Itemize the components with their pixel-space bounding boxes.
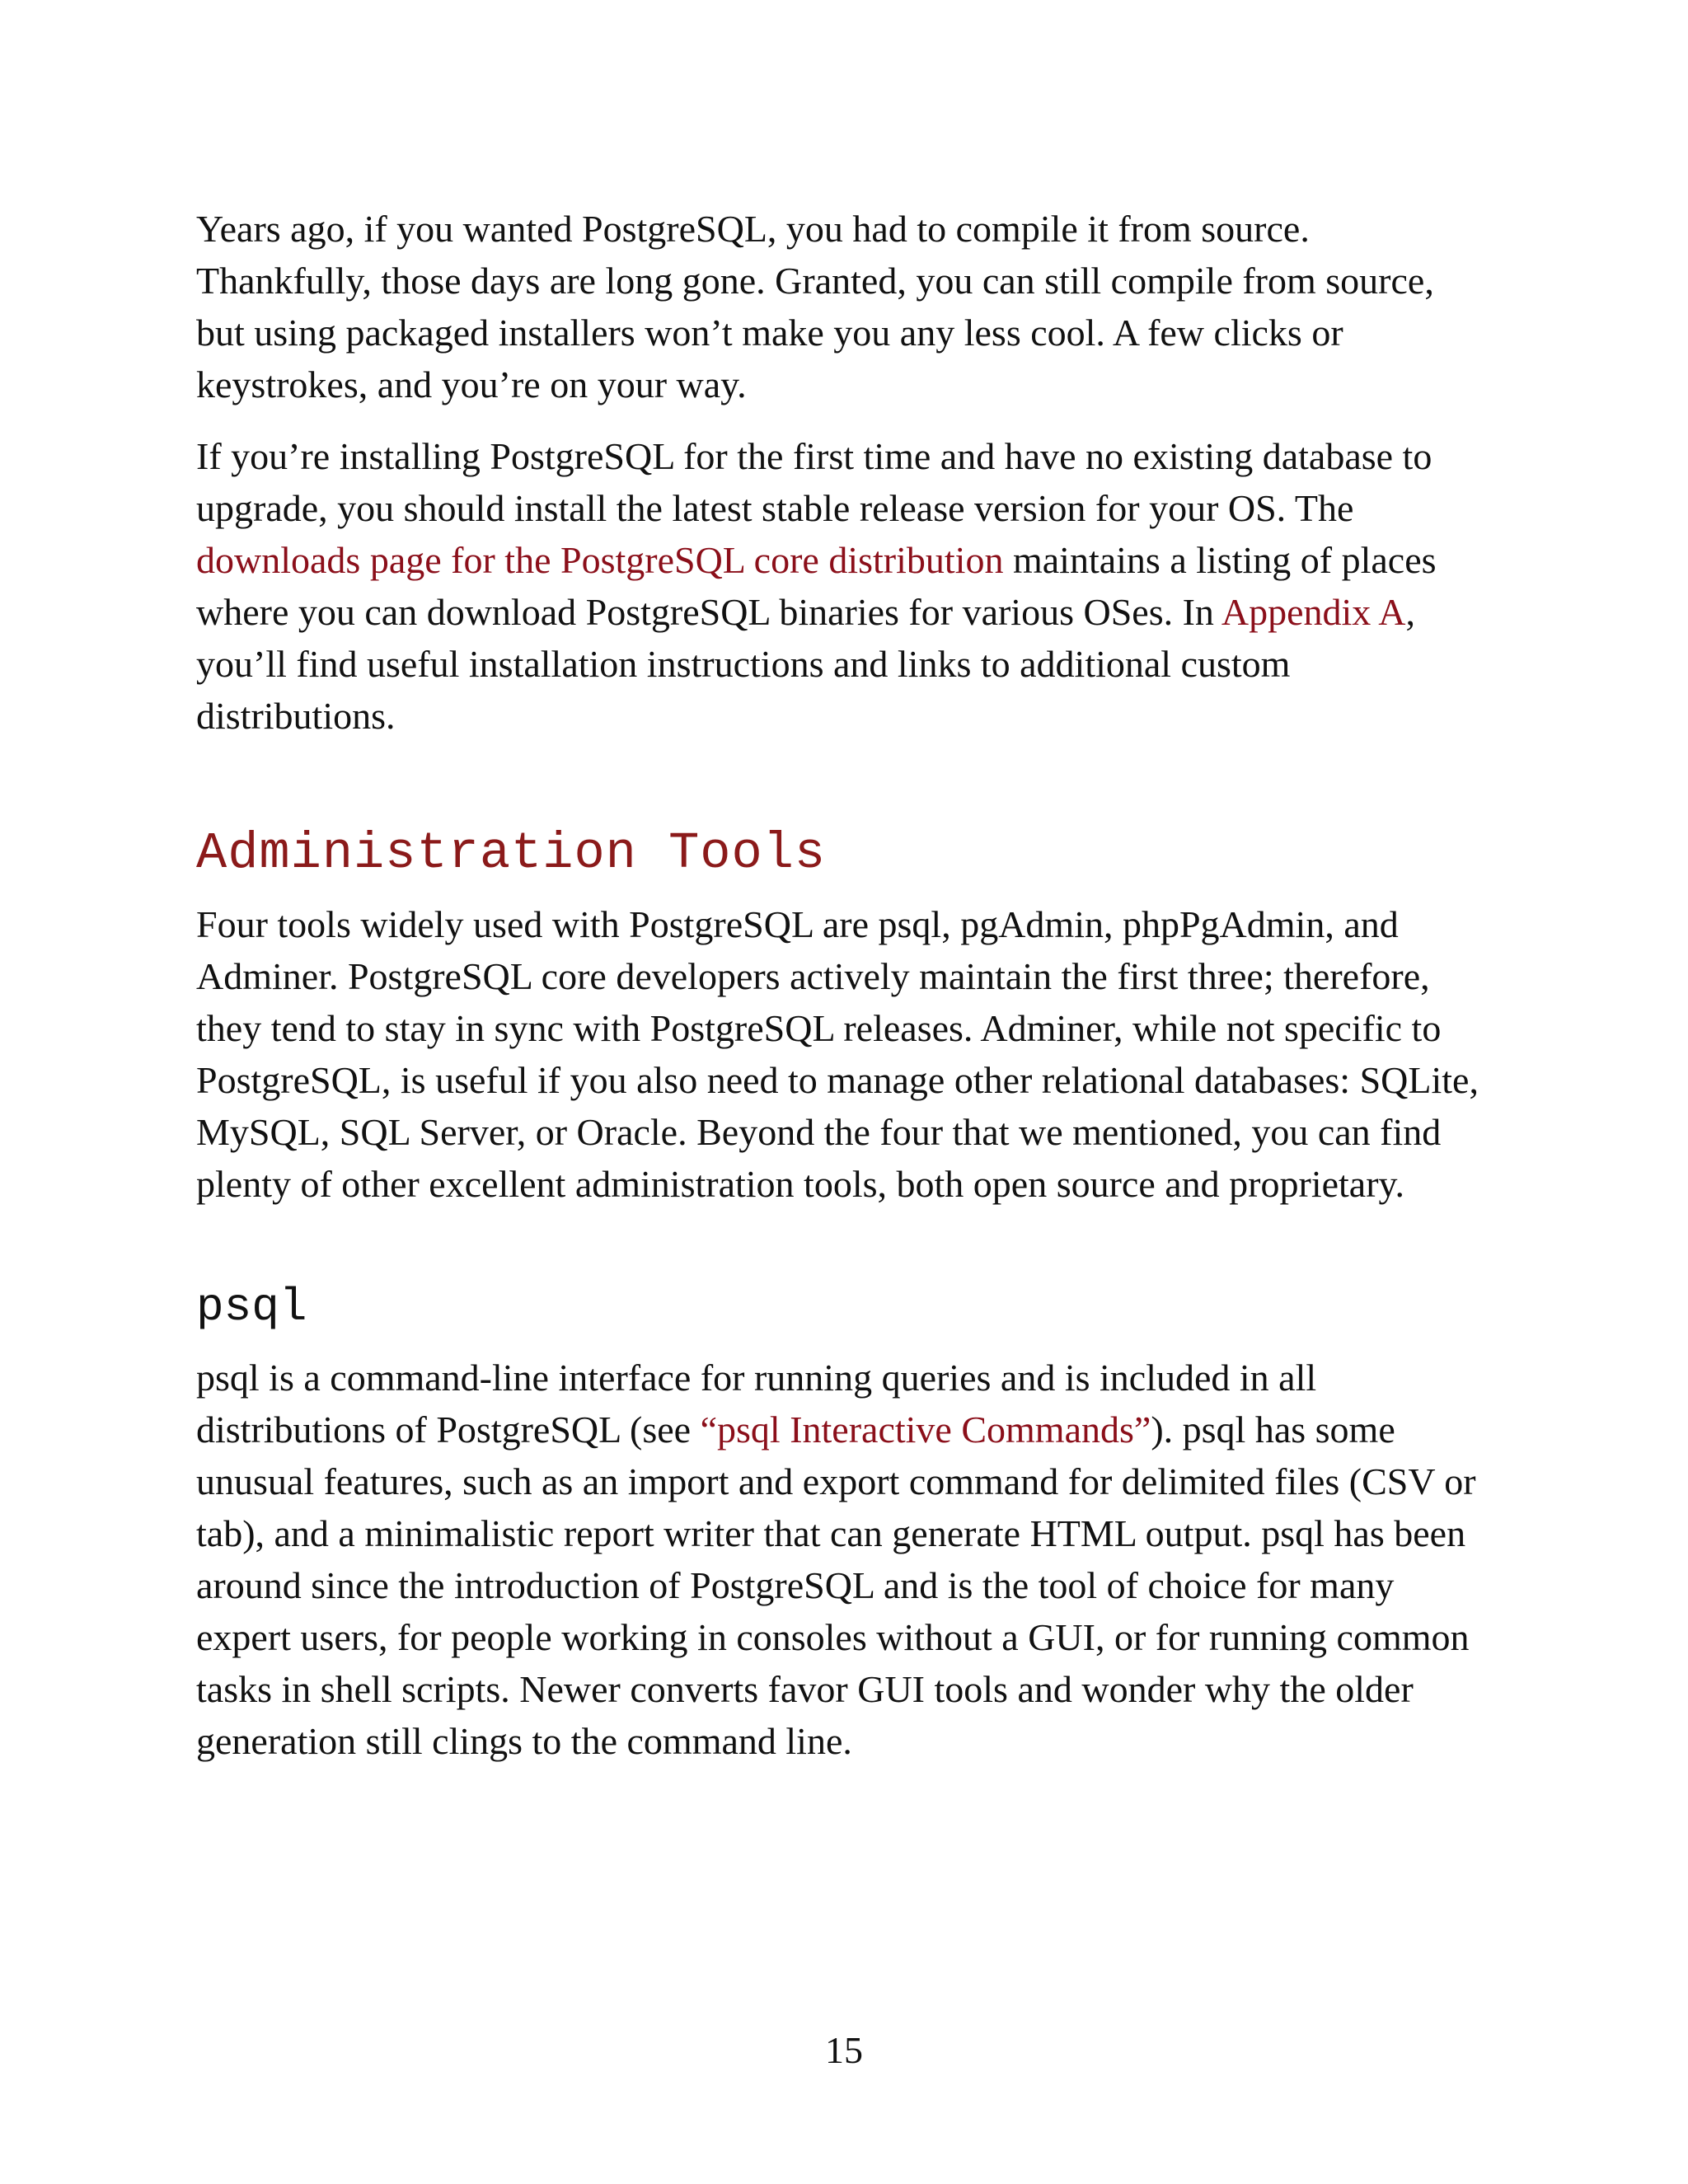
psql-paragraph: [196, 1352, 1492, 1767]
psql-text-2: ). psql has some unusual features, such as an import and export command for delimited files (CSV or tab), and a minimalistic report writer that can generate HTML output. psql has been around since the introduction of PostgreSQL and is the tool of choice for many expert users, for people working in consoles without a GUI, or for running common tasks in shell scripts. Newer converts favor GUI tools and wonder why the older generation still clings to the command line.: [196, 1408, 1476, 1762]
install-text-3: , you’ll find useful installation instructions and links to additional custom distributions.: [196, 591, 1415, 737]
install-paragraph: [196, 430, 1492, 742]
appendix-a-link[interactable]: Appendix A: [1221, 591, 1406, 633]
section-heading-administration-tools: Administration Tools: [196, 824, 827, 883]
install-text-2: maintains a listing of places where you can download PostgreSQL binaries for various OSes. In: [196, 539, 1437, 633]
psql-interactive-commands-link[interactable]: “psql Interactive Commands”: [700, 1408, 1151, 1451]
page-number: 15: [825, 2029, 863, 2071]
administration-tools-paragraph: Four tools widely used with PostgreSQL are psql, pgAdmin, phpPgAdmin, and Adminer. PostgreSQL core developers actively maintain the first three; therefore, they tend to stay in sync with PostgreSQL releases. Adminer, while not specific to PostgreSQL, is useful if you also need to manage other relational databases: SQLite, MySQL, SQL Server, or Oracle. Beyond the four that we mentioned, you can find plenty of other excellent administration tools, both open source and proprietary.: [196, 903, 1479, 1205]
psql-text-1: psql is a command-line interface for running queries and is included in all distributions of PostgreSQL (see: [196, 1357, 1317, 1451]
install-text-1: If you’re installing PostgreSQL for the first time and have no existing database to upgrade, you should install the latest stable release version for your OS. The: [196, 435, 1432, 529]
subsection-heading-psql: psql: [196, 1281, 307, 1333]
intro-paragraph: Years ago, if you wanted PostgreSQL, you had to compile it from source. Thankfully, those days are long gone. Granted, you can still compile from source, but using packaged installers won’t make you any less cool. A few clicks or keystrokes, and you’re on your way.: [196, 208, 1434, 405]
downloads-page-link[interactable]: downloads page for the PostgreSQL core distribution: [196, 539, 1004, 581]
